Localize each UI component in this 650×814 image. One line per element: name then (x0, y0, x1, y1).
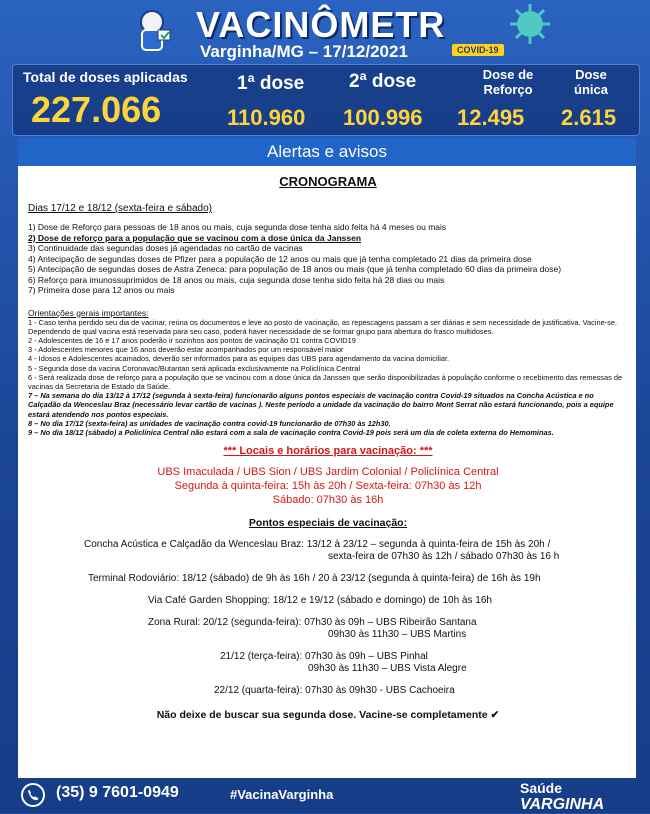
locais-heading: *** Locais e horários para vacinação: *** (223, 445, 433, 458)
rural-line-5: 22/12 (quarta-feira): 07h30 às 09h30 - UBS Cachoeira (214, 685, 455, 697)
rural-line-2: 09h30 às 11h30 – UBS Martins (328, 629, 467, 641)
orientacao-8: 8 – No dia 17/12 (sexta-feira) as unidades de vacinação contra covid-19 funcionarão de 07h30 às 12h30. (28, 418, 391, 428)
locais-line-3: Sábado: 07h30 às 16h (272, 494, 384, 507)
stats-bar (12, 64, 640, 136)
title: VACINÔMETR (196, 4, 446, 45)
vaccine-mascot-icon (128, 6, 176, 58)
total-label: Total de doses aplicadas (23, 69, 188, 85)
varginha-logo: Saúde VARGINHA (520, 780, 605, 813)
concha-line: Concha Acústica e Calçadão da Wenceslau Braz: 13/12 à 23/12 – segunda à quinta-feira de 15h às 20h / (84, 539, 551, 551)
alerts-panel (18, 138, 636, 778)
orientacao-6: 6 - Será realizada dose de reforço para a população que se vacinou com a dose única da Janssen que serão disponibilizadas à população conforme o recebimento das remessas de vacinas da Secretaria de Estado da Saúde. (28, 372, 623, 391)
hashtag: #VacinaVarginha (230, 787, 334, 802)
item-4: 4) Antecipação de segundas doses de Pfizer para a população de 12 anos ou mais que já tenha completado 21 dias da primeira dose (28, 253, 532, 264)
covid-badge: COVID-19 (452, 44, 504, 56)
item-7: 7) Primeira dose para 12 anos ou mais (28, 285, 175, 295)
virus-icon (508, 2, 552, 46)
orientacoes-heading: Orientações gerais importantes: (28, 307, 149, 318)
item-1: 1) Dose de Reforço para pessoas de 18 anos ou mais, cuja segunda dose tenha sido feita há 4 meses ou mais (28, 222, 447, 232)
pontos-heading: Pontos especiais de vacinação: (248, 517, 408, 530)
orientacao-3: 3 - Adolescentes menores que 16 anos deverão estar acompanhados por um responsável maior (28, 345, 344, 355)
orientacao-5: 5 - Segunda dose da vacina Coronavac/Butantan será aplicada exclusivamente na Policlínica Central (28, 363, 360, 373)
reforco-value: 12.495 (457, 105, 525, 130)
subtitle: Varginha/MG – 17/12/2021 (200, 42, 408, 61)
closing-text: Não deixe de buscar sua segunda dose. Vacine-se completamente ✔ (156, 709, 500, 722)
rural-line-4: 09h30 às 11h30 – UBS Vista Alegre (308, 663, 467, 675)
reforco-label: Dose de Reforço (482, 67, 534, 97)
cronograma-heading: CRONOGRAMA (279, 174, 377, 189)
locais-line-1: UBS Imaculada / UBS Sion / UBS Jardim Colonial / Policlínica Central (157, 466, 499, 479)
orientacao-7: 7 – Na semana do dia 13/12 à 17/12 (segunda à sexta-feira) funcionarão alguns pontos especiais de vacinação contra Covid-19 situados na Concha Acústica e no Calçadão da Wenceslau Braz (necessário levar cartão de vacinas ). Neste período a unidade da vacinação do bairro Mont Serrat não estará funcionando, pois a equipe estará atendendo nos pontos especiais. (28, 391, 614, 419)
alert-bar-title: Alertas e avisos (18, 138, 636, 166)
item-5: 5) Antecipação de segundas doses de Astra Zeneca: para população de 18 anos ou mais (que já tenha completado 60 dias da primeira dose) (28, 264, 562, 274)
phone-number[interactable]: (35) 9 7601-0949 (56, 784, 179, 801)
item-6: 6) Reforço para imunossuprimidos de 18 anos ou mais, cuja segunda dose tenha sido feita há 28 dias ou mais (28, 274, 445, 285)
rural-line-1: Zona Rural: 20/12 (segunda-feira): 07h30 às 09h – UBS Ribeirão Santana (148, 617, 477, 629)
whatsapp-icon (20, 782, 46, 808)
orientacao-2: 2 - Adolescentes de 16 e 17 anos poderão ir sozinhos aos pontos de vacinação D1 contra COVID19 (28, 335, 356, 345)
rural-line-3: 21/12 (terça-feira): 07h30 às 09h – UBS Pinhal (220, 651, 428, 663)
locais-line-2: Segunda à quinta-feira: 15h às 20h / Sexta-feira: 07h30 às 12h (174, 480, 482, 493)
panel-content (28, 174, 628, 721)
orientacao-9: 9 – No dia 18/12 (sábado) a Policlínica Central não estará com a sala de vacinação contra Covid-19 pois será um dia de coleta externa do Hemominas. (28, 427, 554, 437)
concha-line-2: sexta-feira de 07h30 às 12h / sábado 07h30 às 16 h (328, 551, 560, 563)
footer (0, 778, 650, 813)
terminal-line: Terminal Rodoviário: 18/12 (sábado) de 9h às 16h / 20 à 23/12 (segunda à quinta-feira) de 16h às 19h (88, 573, 541, 585)
cafe-line: Via Café Garden Shopping: 18/12 e 19/12 (sábado e domingo) de 10h às 16h (148, 595, 492, 607)
item-2: 2) Dose de reforço para a população que se vacinou com a dose única da Janssen (28, 232, 362, 243)
item-3: 3) Continuidade das segundas doses já agendadas no cartão de vacinas (28, 243, 303, 253)
dose2-value: 100.996 (343, 105, 423, 130)
unica-value: 2.615 (561, 105, 617, 130)
total-value: 227.066 (31, 89, 162, 130)
days-heading: Dias 17/12 e 18/12 (sexta-feira e sábado) (28, 203, 212, 214)
orientacao-4: 4 - Idosos e Adolescentes acamados, deverão ser informados para as equipes das UBS para agendamento da vacina domiciliar. (28, 354, 450, 364)
orientacao-1: 1 - Caso tenha perdido seu dia de vacinar, reúna os documentos e leve ao posto de vacinação, as repescagens passam a ser diárias e sem necessidade de justificativa. Vacine-se. Dependendo de qual vacina está reservada para seu caso, poderá haver necessidade de se formar grupo para abertura do frasco multidoses. (28, 317, 617, 336)
unica-label: Dose única (574, 67, 608, 97)
dose1-value: 110.960 (227, 105, 306, 130)
dose2-label: 2ª dose (349, 71, 417, 92)
dose1-label: 1ª dose (237, 73, 305, 94)
header (0, 0, 650, 62)
